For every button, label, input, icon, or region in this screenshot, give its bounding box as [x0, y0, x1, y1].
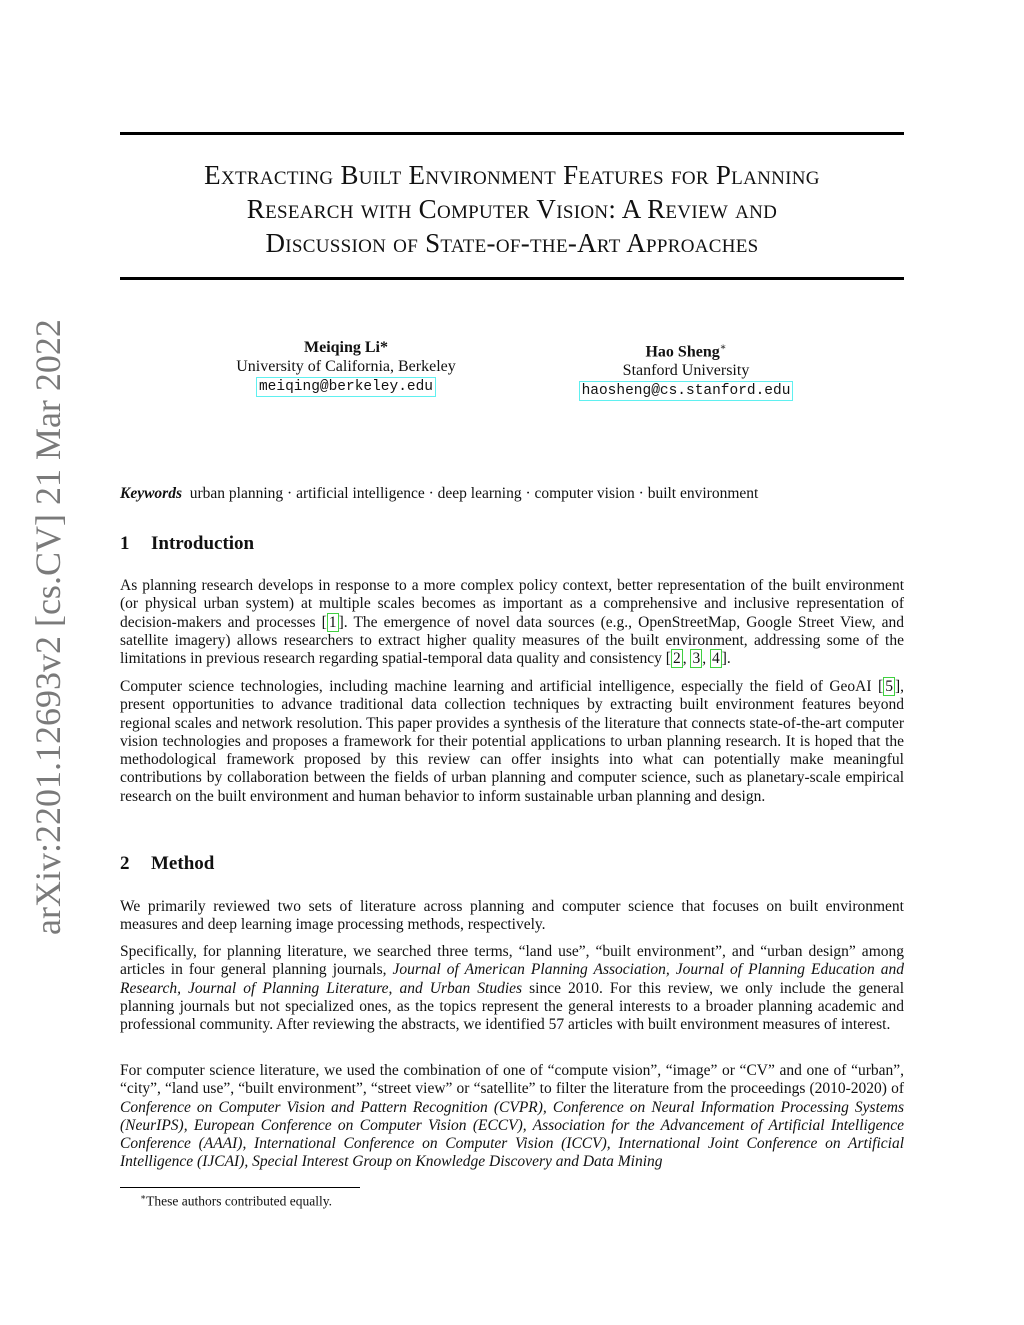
title-line-3: Discussion of State-of-the-Art Approaches: [265, 228, 759, 258]
footnote-text: These authors contributed equally.: [146, 1193, 332, 1209]
keywords-text: urban planning · artificial intelligence · deep learning · computer vision · built environment: [189, 485, 759, 502]
method-paragraph-3: [120, 1062, 904, 1172]
author-name: [556, 338, 816, 361]
title-line-2: Research with Computer Vision: A Review and: [246, 194, 778, 224]
title-line-1: Extracting Built Environment Features for Planning: [204, 160, 820, 190]
intro-paragraph-2: [120, 678, 904, 806]
author-email-link[interactable]: meiqing@berkeley.edu: [256, 377, 436, 397]
title-bottom-rule: [120, 277, 904, 280]
text-span: As planning research develops in response to a more complex policy context, better representation of the built environment (or physical urban system) at multiple scales becomes as important as a comprehensive and inclusive representation of decision-makers and processes [: [120, 577, 904, 631]
footnote-rule: [120, 1187, 360, 1188]
citation-link[interactable]: 2: [672, 650, 681, 668]
author-block-1: [216, 338, 476, 397]
text-span: Specifically, for planning literature, we searched three terms, “land use”, “built environment”, and “urban design” among articles in four general planning journals,: [120, 943, 904, 979]
author-affiliation: Stanford University: [622, 362, 750, 380]
author-footnote-mark: ∗: [719, 342, 727, 353]
keywords-label: Keywords: [120, 485, 182, 502]
section-number: 1: [120, 533, 130, 554]
title-top-rule: [120, 132, 904, 135]
citation-link[interactable]: 5: [885, 678, 893, 695]
keywords-line: [120, 485, 904, 503]
citation-link[interactable]: 1: [328, 613, 337, 631]
author-block-2: [556, 338, 816, 401]
text-span: ], present opportunities to advance traditional data collection techniques by extracting built environment features beyond regional scales and network resolution. This paper provides a synthesis of the literature that connects state-of-the-art computer vision technologies and proposes a framework for their potential applications to urban planning research. It is hoped that the methodological framework proposed by this review can offer insights into what can potentially make meaningful contributions by collaboration between the fields of urban planning and computer science, such as planetary-scale empirical research on the built environment and human behavior to inform sustainable urban planning and design.: [120, 678, 904, 805]
text-span: Computer science technologies, including machine learning and artificial intelligence, especially the field of GeoAI [: [120, 678, 884, 695]
text-span: since 2010. For this review, we only include the general planning journals but not specialized ones, as the topics represent the general interests to a broader planning academic and professional community. After reviewing the abstracts, we identified 57 articles with built environment measures of interest.: [120, 979, 904, 1034]
author-name: Meiqing Li*: [303, 339, 388, 356]
venue-list: Conference on Computer Vision and Pattern Recognition (CVPR), Conference on Neural Information Processing Systems (NeurIPS), European Conference on Computer Vision (ECCV), Association for the Advancement of Artificial Intelligence Conference (AAAI), International Conference on Computer Vision (ICCV), International Joint Conference on Artificial Intelligence (IJCAI), Special Interest Group on Knowledge Discovery and Data Mining: [120, 1098, 904, 1171]
author-affiliation: University of California, Berkeley: [236, 358, 456, 375]
section-title: Method: [151, 853, 215, 874]
section-number: 2: [120, 853, 130, 874]
text-span: ]. The emergence of novel data sources (e.g., OpenStreetMap, Google Street View, and satellite imagery) allows researchers to extract higher quality measures of the built environment, addressing some of the limitations in previous research regarding spatial-temporal data quality and consistency [: [120, 613, 904, 668]
section-heading-method: [120, 853, 214, 875]
section-heading-introduction: [120, 533, 254, 555]
text-span: For computer science literature, we used the combination of one of “compute vision”, “image” or “CV” and one of “urban”, “city”, “land use”, “built environment”, “street view” or “satellite” to filter the literature from the proceedings (2010-2020) of: [120, 1062, 904, 1098]
author-email-link[interactable]: haosheng@cs.stanford.edu: [579, 381, 794, 401]
arxiv-stamp[interactable]: arXiv:2201.12693v2 [cs.CV] 21 Mar 2022: [28, 319, 68, 935]
footnote-mark: ∗: [140, 1192, 147, 1202]
method-paragraph-1: We primarily reviewed two sets of literature across planning and computer science that focuses on built environment measures and deep learning image processing methods, respectively.: [120, 898, 904, 934]
journal-list: Journal of American Planning Association, Journal of Planning Education and Research, Journal of Planning Literature, and Urban Studies: [120, 961, 904, 997]
intro-paragraph-1: As planning research develops in response to a more complex policy context, better representation of the built environment (or physical urban system) at multiple scales becomes as important as a comprehensive and inclusive representation of decision-makers and processes [ 1 ]. The emergence of novel data sources (e.g., OpenStreetMap, Google Street View, and satellite imagery) allows researchers to extract higher quality measures of the built environment, addressing some of the limitations in previous research regarding spatial-temporal data quality and consistency [ 2 , 3 , 4 ].: [120, 577, 904, 668]
citation-link[interactable]: 3: [692, 650, 701, 668]
section-title: Introduction: [151, 533, 255, 554]
footnote: [140, 1192, 332, 1210]
method-paragraph-2: [120, 943, 904, 1034]
author-name-text: Hao Sheng: [645, 343, 720, 361]
paper-title: [120, 158, 904, 260]
citation-link[interactable]: 4: [711, 650, 720, 668]
